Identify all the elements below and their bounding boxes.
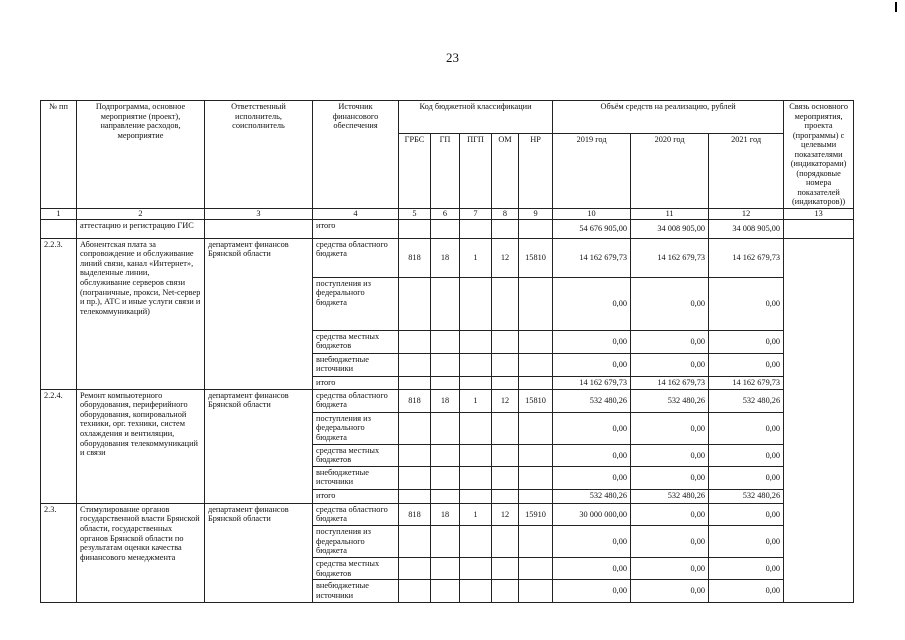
cell-empty xyxy=(431,444,460,466)
cell-empty xyxy=(431,466,460,489)
value-2019: 0,00 xyxy=(553,277,631,330)
header-subprogram: Подпрограмма, основное мероприятие (проект), направление расходов, мероприятие xyxy=(77,101,205,209)
source-total: итого xyxy=(313,376,399,389)
item-name: Ремонт компьютерного оборудования, периферийного оборудования, копировальной техники, орг. техники, систем охлаждения и вентиляции, оборудования телекоммуникаций и связи xyxy=(77,389,205,503)
continuation-row xyxy=(41,219,854,238)
cell-empty xyxy=(399,277,431,330)
code-pgp: 1 xyxy=(460,503,492,525)
cell-empty xyxy=(431,412,460,444)
code-grbs: 818 xyxy=(399,503,431,525)
code-pgp: 1 xyxy=(460,238,492,277)
column-number-row xyxy=(41,208,854,219)
cell-empty xyxy=(431,219,460,238)
table-row xyxy=(41,238,854,277)
link-cell xyxy=(784,238,854,602)
value-2020: 0,00 xyxy=(631,412,709,444)
item-name: Стимулирование органов государственной власти Брянской области, государственных органов Брянской области по результатам оценки качества финансового менеджмента xyxy=(77,503,205,602)
cell-empty xyxy=(399,353,431,376)
column-number: 9 xyxy=(519,208,553,219)
total-2019: 532 480,26 xyxy=(553,489,631,503)
column-number: 12 xyxy=(709,208,784,219)
value-2020: 0,00 xyxy=(631,466,709,489)
total-2020: 14 162 679,73 xyxy=(631,376,709,389)
cell-empty xyxy=(492,353,519,376)
value-2019: 0,00 xyxy=(553,330,631,353)
column-number: 13 xyxy=(784,208,854,219)
cell-empty xyxy=(431,580,460,603)
header-2019: 2019 год xyxy=(553,134,631,209)
cell-empty xyxy=(399,444,431,466)
cell-empty xyxy=(492,444,519,466)
value-2019: 30 000 000,00 xyxy=(553,503,631,525)
header-np: НР xyxy=(519,134,553,209)
cell-empty xyxy=(460,330,492,353)
cell-empty xyxy=(519,219,553,238)
page-number: 23 xyxy=(446,50,459,65)
value-2021: 532 480,26 xyxy=(709,389,784,412)
column-number: 11 xyxy=(631,208,709,219)
code-np: 15910 xyxy=(519,503,553,525)
header-link: Связь основного мероприятия, проекта (программы) с целевыми показателями (индикаторами) (порядковые номера показателей (индикаторов)) xyxy=(784,101,854,209)
cell-empty xyxy=(399,525,431,557)
column-number: 2 xyxy=(77,208,205,219)
source-label: средства местных бюджетов xyxy=(313,557,399,579)
column-number: 5 xyxy=(399,208,431,219)
value-2021: 0,00 xyxy=(709,557,784,579)
cell-empty xyxy=(519,353,553,376)
cell-empty xyxy=(784,219,854,238)
value-2020: 0,00 xyxy=(631,503,709,525)
cell-empty xyxy=(492,376,519,389)
source-label: внебюджетные источники xyxy=(313,353,399,376)
cell-empty xyxy=(492,412,519,444)
cell-empty xyxy=(519,525,553,557)
source-label: средства областного бюджета xyxy=(313,238,399,277)
item-number: 2.3. xyxy=(41,503,77,602)
header-budget-code: Код бюджетной классификации xyxy=(399,101,553,134)
column-number: 4 xyxy=(313,208,399,219)
code-grbs: 818 xyxy=(399,389,431,412)
value-2021: 0,00 xyxy=(709,444,784,466)
cell-empty xyxy=(492,466,519,489)
cell-empty xyxy=(205,219,313,238)
cell-empty xyxy=(492,277,519,330)
source-label: поступления из федерального бюджета xyxy=(313,277,399,330)
column-number: 10 xyxy=(553,208,631,219)
header-no: № пп xyxy=(41,101,77,209)
budget-table xyxy=(40,100,854,603)
header-grbs: ГРБС xyxy=(399,134,431,209)
source-total: итого xyxy=(313,219,399,238)
value-2019: 0,00 xyxy=(553,444,631,466)
cell-empty xyxy=(460,580,492,603)
cell-empty xyxy=(492,557,519,579)
cell-empty xyxy=(399,330,431,353)
value-2019: 0,00 xyxy=(553,353,631,376)
value-2021: 0,00 xyxy=(709,580,784,603)
header-volume: Объём средств на реализацию, рублей xyxy=(553,101,784,134)
code-om: 12 xyxy=(492,503,519,525)
value-2019: 0,00 xyxy=(553,525,631,557)
header-gp: ГП xyxy=(431,134,460,209)
total-2019: 14 162 679,73 xyxy=(553,376,631,389)
total-2021: 14 162 679,73 xyxy=(709,376,784,389)
cell-empty xyxy=(431,277,460,330)
item-number: 2.2.3. xyxy=(41,238,77,389)
value-2021: 0,00 xyxy=(709,412,784,444)
cell-empty xyxy=(460,376,492,389)
source-label: средства областного бюджета xyxy=(313,389,399,412)
value-2019: 0,00 xyxy=(553,557,631,579)
cell-empty xyxy=(431,330,460,353)
edge-mark xyxy=(895,2,897,12)
source-label: средства местных бюджетов xyxy=(313,444,399,466)
item-name: Абонентская плата за сопровождение и обслуживание линий связи, канал «Интернет», выделенные линии, обслуживание серверов связи (пограничные, прокси, Net-сервер и пр.), АТС и иные услуги связи и телекоммуникаций) xyxy=(77,238,205,389)
source-label: средства областного бюджета xyxy=(313,503,399,525)
value-2019: 0,00 xyxy=(553,580,631,603)
total-2021: 34 008 905,00 xyxy=(709,219,784,238)
value-2019: 0,00 xyxy=(553,412,631,444)
item-executor: департамент финансов Брянской области xyxy=(205,503,313,602)
cell-empty xyxy=(460,353,492,376)
cell-empty xyxy=(460,489,492,503)
column-number: 3 xyxy=(205,208,313,219)
cell-empty xyxy=(460,444,492,466)
cell-empty xyxy=(519,412,553,444)
table-row xyxy=(41,503,854,525)
item-executor: департамент финансов Брянской области xyxy=(205,238,313,389)
value-2021: 14 162 679,73 xyxy=(709,238,784,277)
value-2021: 0,00 xyxy=(709,277,784,330)
source-label: внебюджетные источники xyxy=(313,580,399,603)
cell-empty xyxy=(519,277,553,330)
cell-empty xyxy=(399,557,431,579)
header-executor: Ответственный исполнитель, соисполнитель xyxy=(205,101,313,209)
header-row-1 xyxy=(41,101,854,134)
total-2020: 34 008 905,00 xyxy=(631,219,709,238)
value-2020: 0,00 xyxy=(631,353,709,376)
source-label: поступления из федерального бюджета xyxy=(313,412,399,444)
total-2021: 532 480,26 xyxy=(709,489,784,503)
cell-empty xyxy=(519,489,553,503)
value-2021: 0,00 xyxy=(709,503,784,525)
code-gp: 18 xyxy=(431,503,460,525)
value-2021: 0,00 xyxy=(709,525,784,557)
cell-empty xyxy=(519,466,553,489)
cell-empty xyxy=(431,376,460,389)
cell-empty xyxy=(492,580,519,603)
cell-empty xyxy=(492,525,519,557)
cell-empty xyxy=(460,219,492,238)
value-2020: 14 162 679,73 xyxy=(631,238,709,277)
value-2020: 0,00 xyxy=(631,557,709,579)
cell-empty xyxy=(399,580,431,603)
cell-empty xyxy=(399,376,431,389)
item-number: 2.2.4. xyxy=(41,389,77,503)
value-2019: 532 480,26 xyxy=(553,389,631,412)
cell-empty xyxy=(519,330,553,353)
cell-empty xyxy=(519,557,553,579)
cell-empty xyxy=(41,219,77,238)
source-label: внебюджетные источники xyxy=(313,466,399,489)
cell-empty xyxy=(460,525,492,557)
cell-empty xyxy=(460,412,492,444)
cell-empty xyxy=(431,489,460,503)
source-total: итого xyxy=(313,489,399,503)
value-2021: 0,00 xyxy=(709,353,784,376)
value-2020: 0,00 xyxy=(631,277,709,330)
code-gp: 18 xyxy=(431,238,460,277)
cell-empty xyxy=(460,277,492,330)
cell-empty xyxy=(460,557,492,579)
code-om: 12 xyxy=(492,238,519,277)
header-2020: 2020 год xyxy=(631,134,709,209)
table-row xyxy=(41,389,854,412)
value-2019: 14 162 679,73 xyxy=(553,238,631,277)
cell-empty xyxy=(431,525,460,557)
cell-empty xyxy=(399,219,431,238)
cell-empty xyxy=(492,330,519,353)
code-om: 12 xyxy=(492,389,519,412)
code-grbs: 818 xyxy=(399,238,431,277)
cell-empty xyxy=(399,466,431,489)
header-pgp: ПГП xyxy=(460,134,492,209)
code-pgp: 1 xyxy=(460,389,492,412)
column-number: 1 xyxy=(41,208,77,219)
cell-empty xyxy=(492,219,519,238)
total-2020: 532 480,26 xyxy=(631,489,709,503)
cell-empty xyxy=(519,580,553,603)
code-np: 15810 xyxy=(519,238,553,277)
cell-empty xyxy=(399,412,431,444)
value-2020: 0,00 xyxy=(631,580,709,603)
value-2021: 0,00 xyxy=(709,466,784,489)
column-number: 6 xyxy=(431,208,460,219)
value-2020: 0,00 xyxy=(631,330,709,353)
value-2019: 0,00 xyxy=(553,466,631,489)
item-executor: департамент финансов Брянской области xyxy=(205,389,313,503)
cell-empty xyxy=(431,353,460,376)
code-np: 15810 xyxy=(519,389,553,412)
value-2020: 0,00 xyxy=(631,525,709,557)
header-om: ОМ xyxy=(492,134,519,209)
total-2019: 54 676 905,00 xyxy=(553,219,631,238)
header-2021: 2021 год xyxy=(709,134,784,209)
cell-empty xyxy=(519,444,553,466)
source-label: поступления из федерального бюджета xyxy=(313,525,399,557)
value-2020: 0,00 xyxy=(631,444,709,466)
cell-empty xyxy=(399,489,431,503)
cell-empty xyxy=(431,557,460,579)
cell-empty xyxy=(460,466,492,489)
code-gp: 18 xyxy=(431,389,460,412)
column-number: 7 xyxy=(460,208,492,219)
value-2020: 532 480,26 xyxy=(631,389,709,412)
cell-empty xyxy=(492,489,519,503)
column-number: 8 xyxy=(492,208,519,219)
cell-empty xyxy=(519,376,553,389)
value-2021: 0,00 xyxy=(709,330,784,353)
continuation-text: аттестацию и регистрацию ГИС xyxy=(77,219,205,238)
source-label: средства местных бюджетов xyxy=(313,330,399,353)
header-source: Источник финансового обеспечения xyxy=(313,101,399,209)
